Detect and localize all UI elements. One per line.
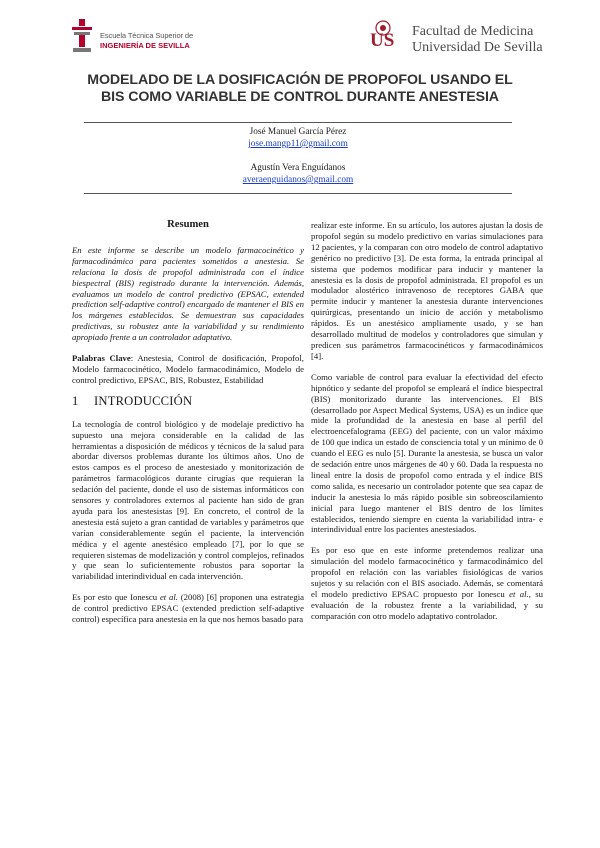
intro-paragraph-3: realizar este informe. En su artículo, los autores ajustan la dosis de propofol según su modelo predictivo en varias simulaciones para 12 pacientes, y la comparan con otro modelo de control adaptativo genérico no predictivo [3]. De esta forma, la entrada principal al sistema que podemos modificar para inducir y mantener la anestesia es la dosis de propofol administrada. El propofol es un modulador alostérico intravenoso de receptores GABA que permite inducir y mantener la anestesia durante intervenciones quirúrgicas, presentando un inicio de acción y metabolismo rápidos. Es un anestésico ampliamente usado, y se han desarrollado multitud de modelos y controladores que simulan y predicen sus parámetros farmacocinéticos y farmacodinámicos [4]. [311, 220, 543, 361]
divider-top [84, 122, 512, 123]
keywords-text: : Anestesia, Control de dosificación, Propofol, Modelo farmacocinético, Modelo farmacodinámico, Modelo de control predictivo, EPSAC, BIS, Robustez, Estabilidad [72, 353, 304, 385]
section-number: 1 [72, 393, 79, 408]
author-email-link[interactable]: averaenguidanos@gmail.com [242, 175, 354, 185]
abstract-heading: Resumen [167, 219, 209, 230]
right-column [311, 220, 543, 632]
etsi-logo [70, 19, 220, 55]
author-email-link[interactable]: jose.mangp11@gmail.com [248, 139, 348, 149]
author-name: Agustín Vera Enguídanos [250, 163, 346, 173]
text-run: , su evaluación de la robustez frente a la variabilidad, y su comparación con otro modelo adaptativo controlador. [311, 589, 543, 621]
university-name: Universidad De Sevilla [412, 40, 543, 55]
title-line-1: MODELADO DE LA DOSIFICACIÓN DE PROPOFOL USANDO EL [87, 72, 513, 88]
author-name: José Manuel García Pérez [249, 127, 347, 137]
etsi-emblem-icon [70, 19, 94, 53]
divider-bottom [84, 193, 512, 194]
abstract-text: En este informe se describe un modelo farmacocinético y farmacodinámico para pacientes sometidos a anestesia. Se relaciona la dosis de propofol administrada con el índice biespectral (BIS) registrado durante la intervención. Además, evaluamos un modelo de control predictivo (EPSAC, extended prediction self-adaptive control) encargado de mantener el BIS en los márgenes establecidos. Se demuestran sus capacidades predictivas, su robustez ante la variabilidad y su rendimiento apropiado frente a un controlador adaptativo. [72, 244, 304, 343]
text-run: Es por esto que Ionescu [72, 592, 160, 603]
intro-paragraph-2 [72, 592, 304, 625]
university-initials: US [370, 30, 395, 51]
keywords-label: Palabras Clave [72, 353, 131, 364]
keywords [72, 353, 304, 386]
section-heading [72, 393, 304, 408]
text-run: Es por eso que en este informe pretendemos realizar una simulación del modelo farmacocinético y farmacodinámico del propofol en relación con las variables fisiológicas de varios sujetos y su relación con el BIS asociado. Además, se comentará el modelo predictivo EPSAC propuesto por Ionescu [311, 545, 543, 599]
text-run-italic: et al. [159, 592, 178, 603]
left-column [72, 220, 304, 635]
paper-title [40, 72, 560, 106]
intro-paragraph-1: La tecnología de control biológico y de modelaje predictivo ha supuesto una mejora considerable en la calidad de las herramientas a disposición de médicos y técnicos de la salud para abordar diversos problemas durante los últimos años. Uno de estos campos es el proceso de anestesiado y monitorización de parámetros farmacológicos durante cirugías que requieran la sedación del paciente, donde el uso de sistemas informáticos con sensores y controladores externos al paciente han sido de gran ayuda para los anestesistas [9]. En concreto, el control de la anestesia está sujeto a gran cantidad de variables y parámetros que varían considerablemente según el paciente, la intervención médica y el agente anestésico empleado [7], por lo que se requieren sistemas de modelización y control complejos, refinados y que sean lo suficientemente robustos para soportar la variabilidad interindividual en cada intervención. [72, 418, 304, 582]
etsi-logo-line2: INGENIERÍA DE SEVILLA [100, 41, 190, 50]
title-line-2: BIS COMO VARIABLE DE CONTROL DURANTE ANESTESIA [101, 89, 499, 105]
text-run: (2008) [6] proponen una estrategia de control predictivo EPSAC (extended prediction self-adaptive control) específica para anestesia en la que nos hemos basado para [72, 592, 305, 625]
intro-paragraph-5 [311, 545, 543, 621]
faculty-logo [368, 20, 548, 56]
text-run-italic: et al. [509, 589, 529, 599]
section-title: INTRODUCCIÓN [94, 393, 193, 408]
intro-paragraph-4: Como variable de control para evaluar la efectividad del efecto hipnótico y sedante del propofol se empleará el índice biespectral (BIS) monitorizado durante las intervenciones. El BIS (desarrollado por Aspect Medical Systems, USA) es un índice que mide la profundidad de la anestesia en base al perfil del electroencefalograma (EEG) del paciente, con un valor máximo de 100 que indica un estado de consciencia total y un mínimo de 0 cuando el EEG es nulo [5]. Durante la anestesia, se busca un valor de sedación entre unos márgenes de 40 y 60. Dada la respuesta no lineal entre la dosis de propofol como entrada y el índice BIS como salida, es necesario un controlador potente que sea capaz de inducir la anestesia lo más rápido posible sin sobreoscilamiento inicial para luego mantener el BIS dentro de los límites establecidos, teniendo siempre en cuenta la variabilidad intra- e interindividual entre los pacientes anestesiados. [311, 371, 543, 535]
faculty-name: Facultad de Medicina [412, 24, 534, 39]
etsi-logo-line1: Escuela Técnica Superior de [100, 31, 194, 40]
